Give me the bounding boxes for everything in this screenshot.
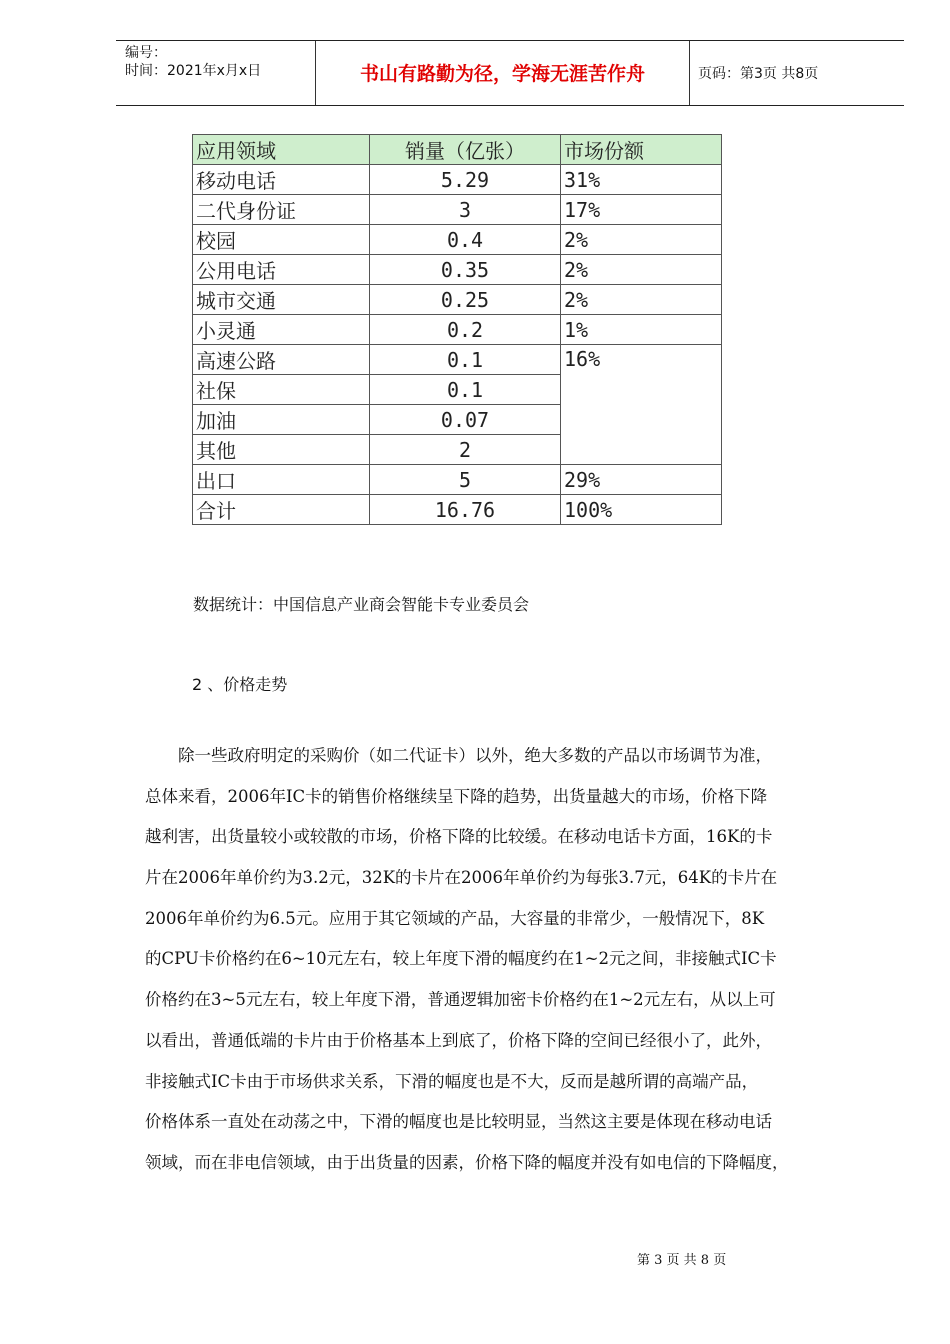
paragraph-line: 价格体系一直处在动荡之中，下滑的幅度也是比较明显，当然这主要是体现在移动电话 [145,1112,772,1132]
table-cell: 2 [370,435,561,465]
serial-label: 编号： [125,45,167,61]
table-cell: 31% [561,165,722,195]
table-cell: 校园 [193,225,370,255]
table-cell: 0.35 [370,255,561,285]
table-cell: 0.07 [370,405,561,435]
table-cell: 加油 [193,405,370,435]
table-header-row [193,135,722,165]
table-header-cell: 销量（亿张） [370,135,561,165]
paragraph-line: 除一些政府明定的采购价（如二代证卡）以外，绝大多数的产品以市场调节为准， [145,746,772,765]
table-cell: 5.29 [370,165,561,195]
table-cell: 5 [370,465,561,495]
table-cell: 公用电话 [193,255,370,285]
paragraph-line: 非接触式IC卡由于市场供求关系，下滑的幅度也是不大，反而是越所谓的高端产品， [145,1071,759,1091]
table-row [193,165,722,195]
table-cell: 高速公路 [193,345,370,375]
table-row [193,285,722,315]
sales-table [192,134,722,525]
header-meta [116,41,316,105]
table-cell: 0.2 [370,315,561,345]
table-row [193,345,722,375]
page-header [116,40,904,106]
table-cell: 3 [370,195,561,225]
paragraph-line: 价格约在3~5元左右，较上年度下滑，普通逻辑加密卡价格约在1~2元左右，从以上可 [145,990,776,1010]
paragraph-line: 的CPU卡价格约在6~10元左右，较上年度下滑的幅度约在1~2元之间，非接触式IC卡 [145,949,777,969]
table-cell: 移动电话 [193,165,370,195]
table-cell: 16.76 [370,495,561,525]
table-row [193,255,722,285]
header-page-label: 页码：第3页 共8页 [698,66,819,82]
time-label: 时间：2021年x月x日 [125,63,262,79]
table-cell: 0.1 [370,375,561,405]
table-cell: 2% [561,255,722,285]
paragraph-line: 片在2006年单价约为3.2元，32K的卡片在2006年单价约为每张3.7元，64K的卡片在 [145,868,778,888]
table-cell: 1% [561,315,722,345]
table-cell-merged: 16% [561,345,722,465]
table-row [193,495,722,525]
table-cell: 29% [561,465,722,495]
page-footer: 第 3 页 共 8 页 [637,1253,727,1268]
table-row [193,195,722,225]
paragraph-line: 总体来看，2006年IC卡的销售价格继续呈下降的趋势，出货量越大的市场，价格下降 [145,786,768,806]
table-header-cell: 市场份额 [561,135,722,165]
table-cell: 城市交通 [193,285,370,315]
table-cell: 0.1 [370,345,561,375]
table-row [193,225,722,255]
section-title: 2 、价格走势 [192,675,288,694]
table-cell: 出口 [193,465,370,495]
table-cell: 合计 [193,495,370,525]
header-motto: 书山有路勤为径，学海无涯苦作舟 [316,41,690,105]
table-cell: 小灵通 [193,315,370,345]
table-cell: 二代身份证 [193,195,370,225]
table-cell: 2% [561,225,722,255]
paragraph-line: 越利害，出货量较小或较散的市场，价格下降的比较缓。在移动电话卡方面，16K的卡 [145,827,773,847]
table-cell: 2% [561,285,722,315]
paragraph-line: 2006年单价约为6.5元。应用于其它领域的产品，大容量的非常少，一般情况下，8K [145,908,765,928]
data-source-note: 数据统计：中国信息产业商会智能卡专业委员会 [193,595,530,614]
table-header-cell: 应用领域 [193,135,370,165]
table-row [193,315,722,345]
table-cell: 17% [561,195,722,225]
table-cell: 100% [561,495,722,525]
table-cell: 0.25 [370,285,561,315]
body-paragraph [145,742,890,1190]
table-cell: 社保 [193,375,370,405]
paragraph-line: 以看出，普通低端的卡片由于价格基本上到底了，价格下降的空间已经很小了，此外， [145,1030,772,1050]
table-row [193,465,722,495]
paragraph-line: 领域，而在非电信领域，由于出货量的因素，价格下降的幅度并没有如电信的下降幅度， [145,1152,789,1172]
table-cell: 其他 [193,435,370,465]
table-cell: 0.4 [370,225,561,255]
